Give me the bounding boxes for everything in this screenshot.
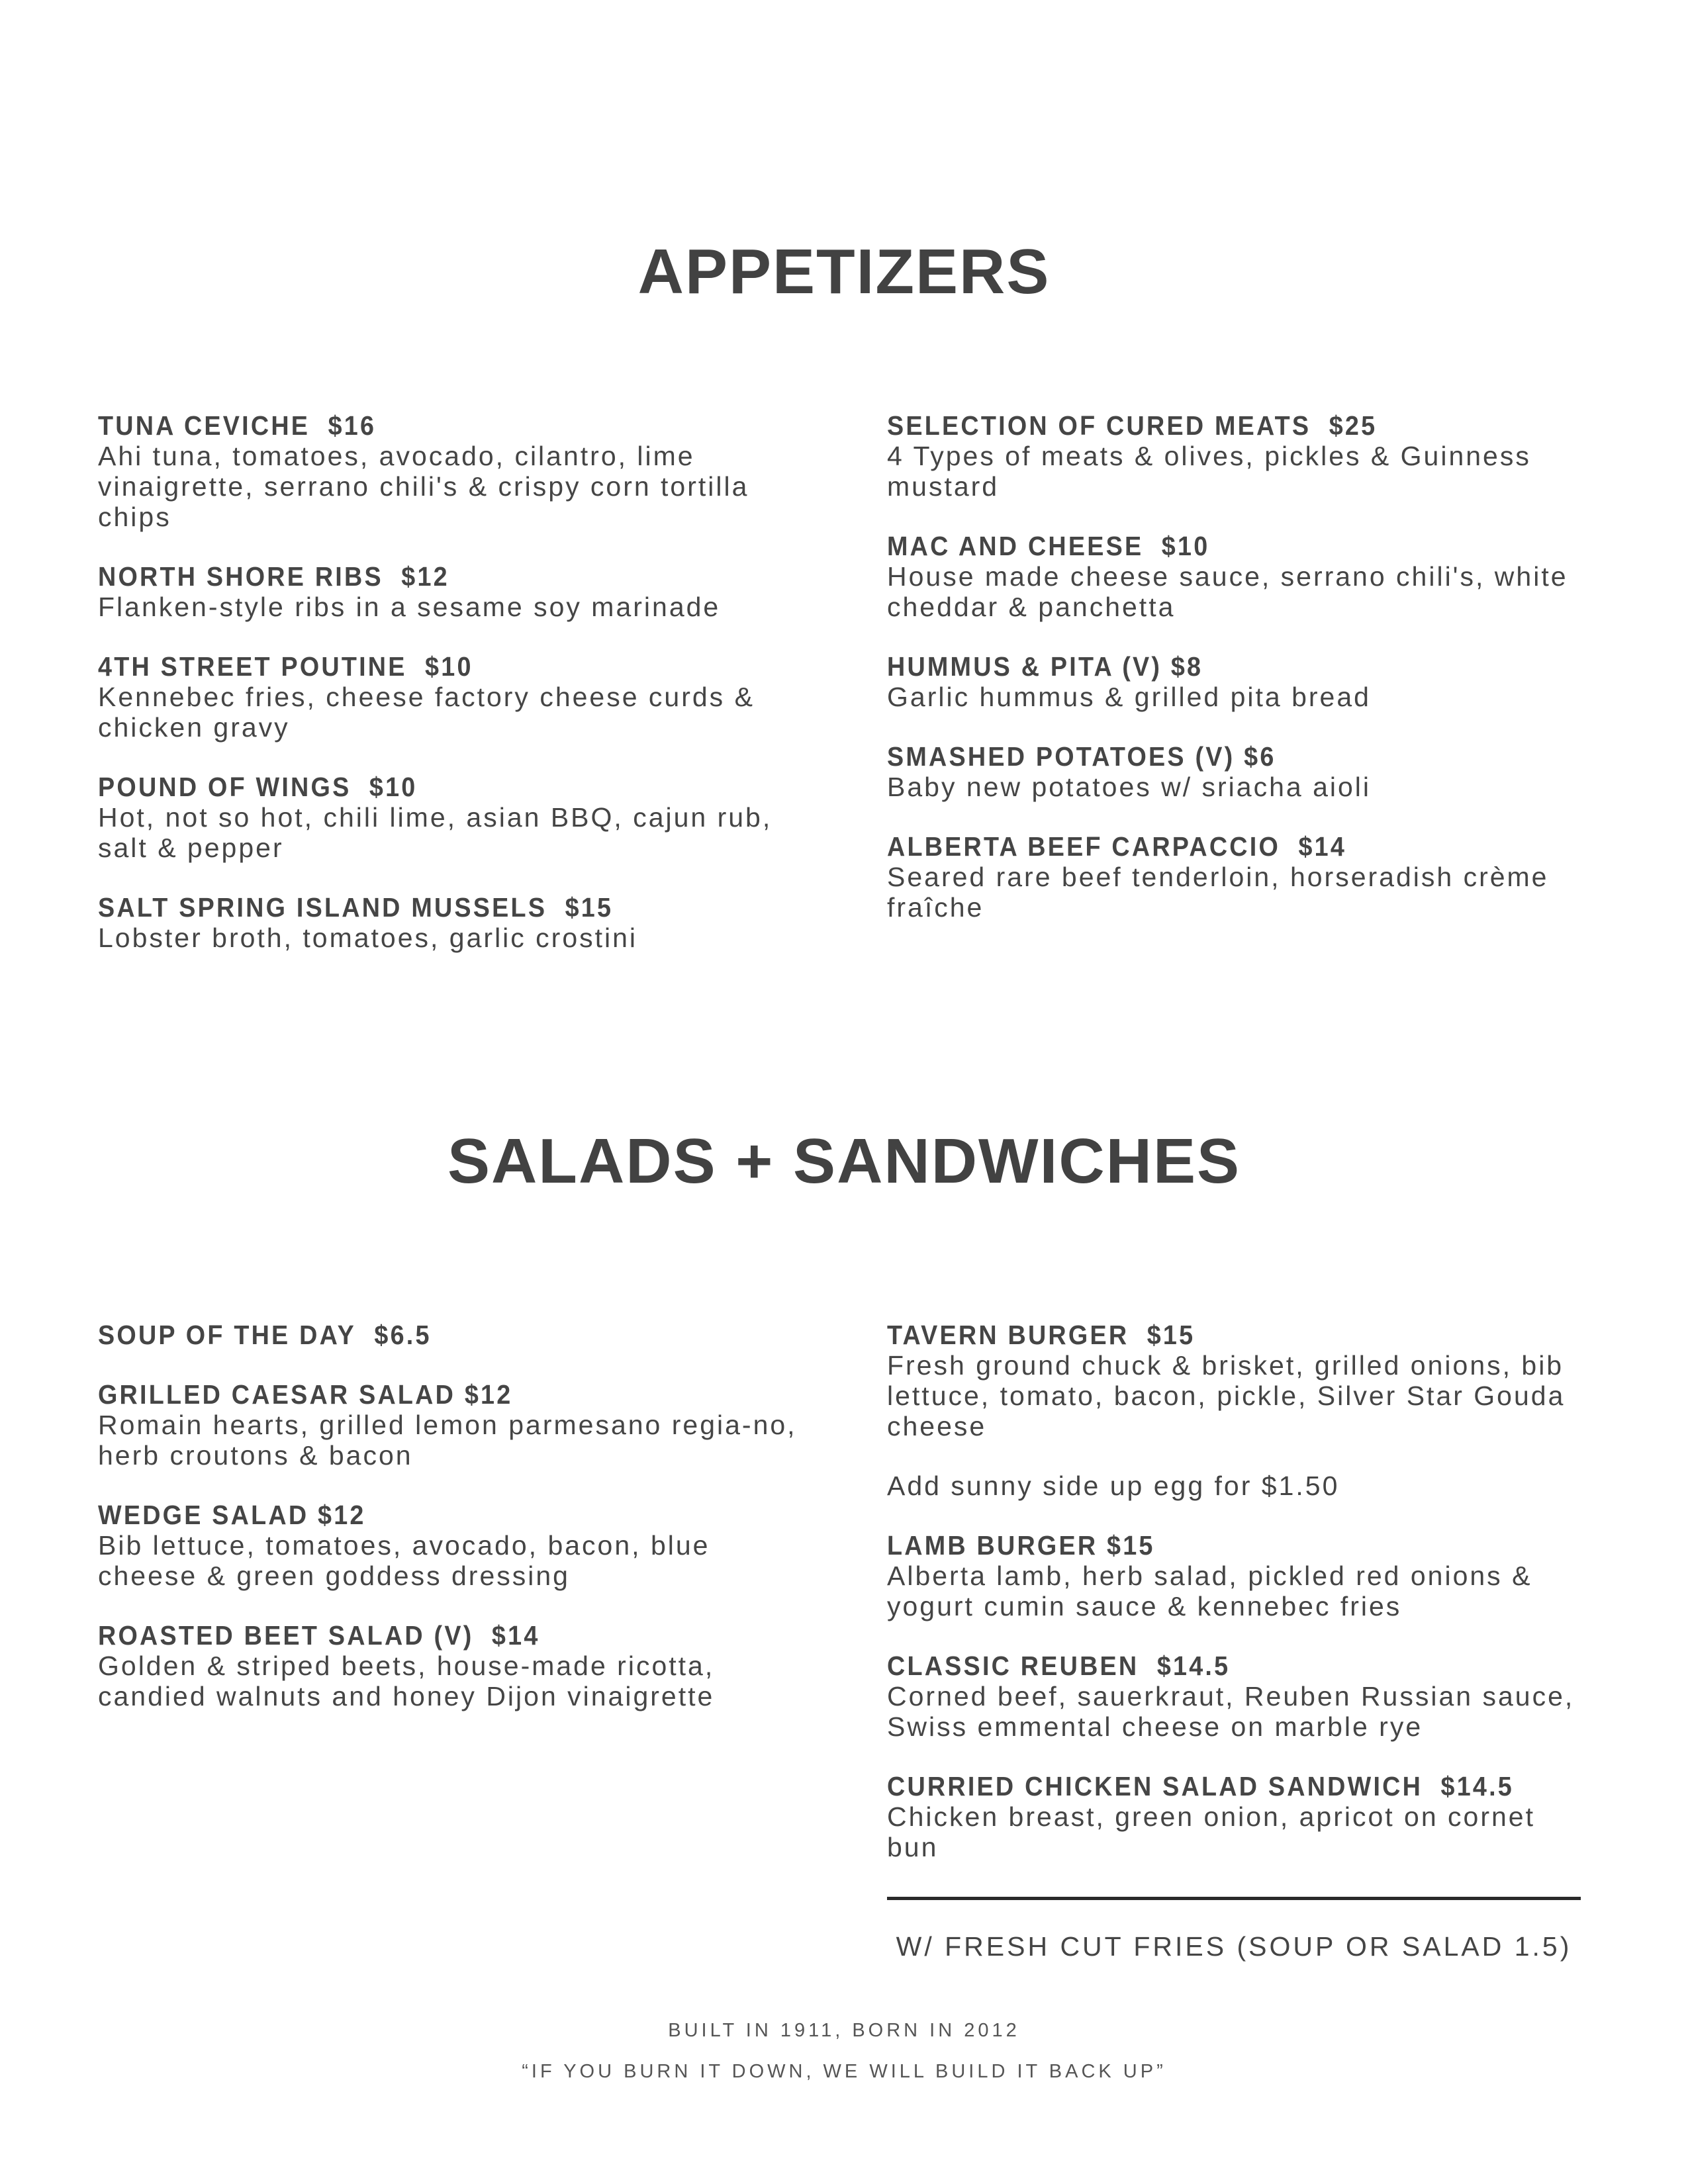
item-title: SELECTION OF CURED MEATS $25: [887, 410, 1378, 441]
footer-tagline: BUILT IN 1911, BORN IN 2012: [668, 2020, 1020, 2041]
menu-item: [887, 741, 1589, 802]
menu-item: [887, 651, 1589, 712]
item-title: TAVERN BURGER $15: [887, 1320, 1196, 1350]
item-title: WEDGE SALAD $12: [98, 1500, 366, 1530]
item-description: Lobster broth, tomatoes, garlic crostini: [98, 923, 638, 953]
item-title: HUMMUS & PITA (V) $8: [887, 651, 1203, 682]
divider: [887, 1897, 1581, 1900]
menu-item: [887, 1651, 1589, 1742]
menu-item: [98, 651, 800, 743]
menu-item: [887, 831, 1589, 923]
item-description: Corned beef, sauerkraut, Reuben Russian sauce, Swiss emmental cheese on marble rye: [887, 1681, 1575, 1742]
item-description: Seared rare beef tenderloin, horseradish crème fraîche: [887, 862, 1549, 923]
addon-note: Add sunny side up egg for $1.50: [887, 1471, 1340, 1501]
menu-item: [98, 892, 800, 953]
menu-item: [98, 1620, 800, 1711]
item-description: Fresh ground chuck & brisket, grilled onions, bib lettuce, tomato, bacon, pickle, Silver Star Gouda cheese: [887, 1350, 1566, 1441]
item-description: Hot, not so hot, chili lime, asian BBQ, cajun rub, salt & pepper: [98, 802, 773, 863]
item-title: SMASHED POTATOES (V) $6: [887, 741, 1276, 772]
menu-item: [98, 410, 800, 532]
appetizers-heading: APPETIZERS: [637, 236, 1051, 307]
salads-left-column: [98, 1320, 800, 1741]
salads-sandwiches-heading: SALADS + SANDWICHES: [447, 1126, 1241, 1197]
menu-item: [98, 1500, 800, 1591]
item-description: 4 Types of meats & olives, pickles & Guinness mustard: [887, 441, 1531, 502]
menu-item: [98, 561, 800, 622]
item-title: 4TH STREET POUTINE $10: [98, 651, 473, 682]
item-title: ROASTED BEET SALAD (V) $14: [98, 1620, 540, 1651]
item-description: Alberta lamb, herb salad, pickled red onions & yogurt cumin sauce & kennebec fries: [887, 1561, 1532, 1621]
sides-note: W/ FRESH CUT FRIES (SOUP OR SALAD 1.5): [896, 1931, 1572, 1962]
item-title: GRILLED CAESAR SALAD $12: [98, 1379, 513, 1410]
footer-quote: “IF YOU BURN IT DOWN, WE WILL BUILD IT BACK UP”: [522, 2061, 1166, 2082]
item-description: Garlic hummus & grilled pita bread: [887, 682, 1371, 712]
item-title: CLASSIC REUBEN $14.5: [887, 1651, 1231, 1681]
menu-item: [98, 1320, 800, 1350]
item-description: House made cheese sauce, serrano chili's, white cheddar & panchetta: [887, 561, 1568, 622]
item-title: TUNA CEVICHE $16: [98, 410, 377, 441]
item-description: Kennebec fries, cheese factory cheese curds & chicken gravy: [98, 682, 755, 743]
appetizers-right-column: [887, 410, 1589, 952]
item-description: Golden & striped beets, house-made ricotta, candied walnuts and honey Dijon vinaigrette: [98, 1651, 715, 1711]
menu-item: [98, 772, 800, 863]
item-description: Flanken-style ribs in a sesame soy marinade: [98, 592, 721, 622]
item-title: ALBERTA BEEF CARPACCIO $14: [887, 831, 1347, 862]
item-title: MAC AND CHEESE $10: [887, 531, 1210, 561]
item-title: NORTH SHORE RIBS $12: [98, 561, 449, 592]
item-description: Ahi tuna, tomatoes, avocado, cilantro, lime vinaigrette, serrano chili's & crispy corn tortilla chips: [98, 441, 749, 532]
sandwiches-right-column: [887, 1320, 1589, 1891]
appetizers-left-column: [98, 410, 800, 982]
item-description: Romain hearts, grilled lemon parmesano regia-no, herb croutons & bacon: [98, 1410, 797, 1471]
menu-item: [98, 1379, 800, 1471]
item-title: CURRIED CHICKEN SALAD SANDWICH $14.5: [887, 1771, 1514, 1801]
item-description: Baby new potatoes w/ sriacha aioli: [887, 772, 1372, 802]
menu-item: [887, 531, 1589, 622]
item-title: SALT SPRING ISLAND MUSSELS $15: [98, 892, 614, 923]
item-title: LAMB BURGER $15: [887, 1530, 1155, 1561]
menu-item: [887, 1771, 1589, 1862]
menu-item: [887, 410, 1589, 502]
menu-item: [887, 1530, 1589, 1621]
item-title: POUND OF WINGS $10: [98, 772, 418, 802]
menu-item: [887, 1320, 1589, 1441]
item-description: Bib lettuce, tomatoes, avocado, bacon, blue cheese & green goddess dressing: [98, 1530, 710, 1591]
item-description: Chicken breast, green onion, apricot on cornet bun: [887, 1801, 1536, 1862]
item-title: SOUP OF THE DAY $6.5: [98, 1320, 432, 1350]
